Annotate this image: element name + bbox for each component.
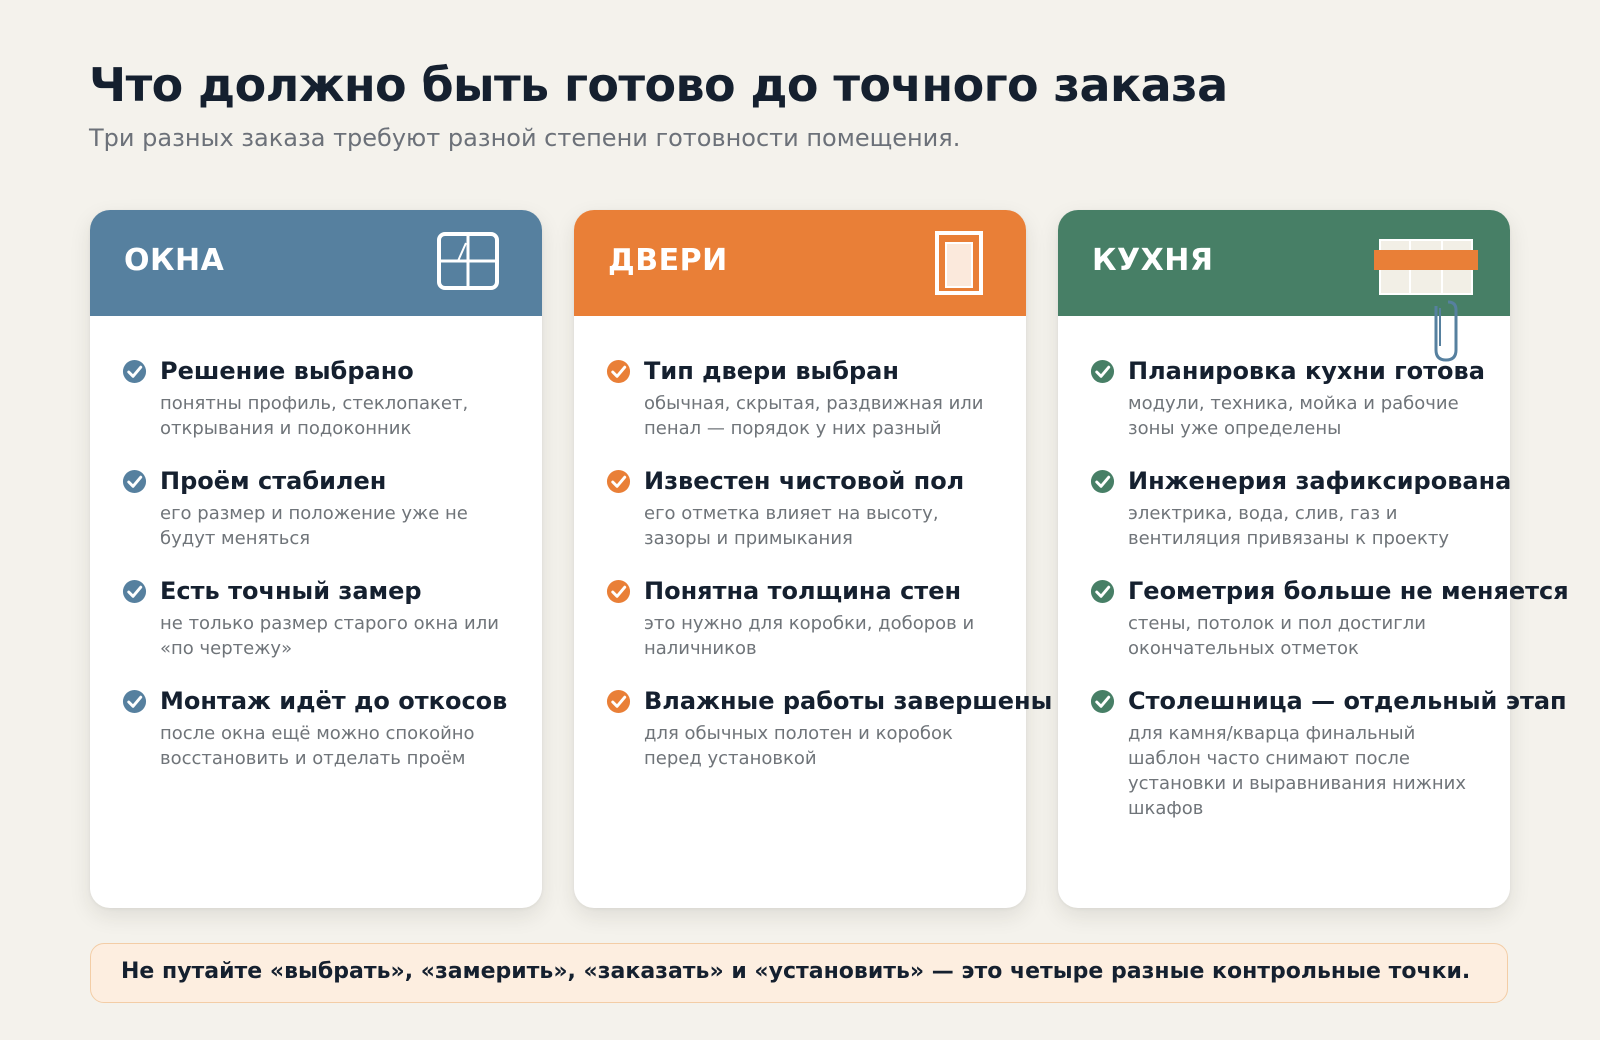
item-title: Геометрия больше не меняется [1128, 577, 1569, 605]
item-title: Влажные работы завершены [644, 687, 1053, 715]
card-doors [574, 210, 1053, 908]
item-title: Решение выбрано [160, 357, 414, 385]
item-description: это нужно для коробки, доборов и наличников [644, 613, 975, 659]
checklist-item [606, 466, 1016, 576]
check-icon [1090, 469, 1115, 494]
checklist-item [1090, 576, 1569, 686]
check-icon [1090, 689, 1115, 714]
item-description: не только размер старого окна или «по чертежу» [160, 613, 499, 659]
door-icon [934, 230, 984, 296]
card-windows-items [122, 356, 532, 796]
card-doors-items [606, 356, 1053, 796]
card-windows [90, 210, 542, 908]
check-icon [606, 359, 631, 384]
item-title: Инженерия зафиксирована [1128, 467, 1512, 495]
item-title: Планировка кухни готова [1128, 357, 1485, 385]
checklist-item [606, 576, 1016, 686]
item-title: Тип двери выбран [644, 357, 899, 385]
card-kitchen [1058, 210, 1569, 908]
check-icon [1090, 579, 1115, 604]
checklist-item [606, 356, 1016, 466]
item-description: обычная, скрытая, раздвижная или пенал — порядок у них разный [644, 393, 984, 439]
check-icon [122, 359, 147, 384]
item-title: Понятна толщина стен [644, 577, 962, 605]
checklist-item [606, 686, 1053, 796]
card-windows-title: ОКНА [124, 243, 225, 278]
item-description: после окна ещё можно спокойно восстановить и отделать проём [160, 723, 475, 769]
warning-note [90, 943, 1508, 1003]
checklist-item [122, 576, 532, 686]
warning-note-text: Не путайте «выбрать», «замерить», «заказать» и «установить» — это четыре разные контрольные точки. [121, 959, 1471, 984]
window-icon [436, 231, 500, 291]
item-description: понятны профиль, стеклопакет, открывания и подоконник [160, 393, 469, 439]
checklist-item [122, 356, 532, 466]
item-description: электрика, вода, слив, газ и вентиляция привязаны к проекту [1128, 503, 1449, 549]
item-title: Есть точный замер [160, 577, 422, 605]
item-description: его размер и положение уже не будут меняться [160, 503, 468, 549]
card-kitchen-items [1090, 356, 1569, 819]
item-description: для камня/кварца финальный шаблон часто снимают после установки и выравнивания нижних шкафов [1128, 723, 1466, 819]
checklist-item [1090, 466, 1512, 576]
check-icon [606, 689, 631, 714]
card-windows-header [90, 210, 542, 316]
check-icon [1090, 359, 1115, 384]
item-title: Столешница — отдельный этап [1128, 687, 1567, 715]
check-icon [122, 469, 147, 494]
checklist-item [122, 686, 532, 796]
check-icon [122, 579, 147, 604]
check-icon [606, 579, 631, 604]
item-description: его отметка влияет на высоту, зазоры и примыкания [644, 503, 939, 549]
card-doors-header [574, 210, 1026, 316]
item-description: модули, техника, мойка и рабочие зоны уже определены [1128, 393, 1459, 439]
card-kitchen-title: КУХНЯ [1092, 243, 1214, 278]
check-icon [606, 469, 631, 494]
checklist-item [1090, 686, 1567, 819]
item-title: Монтаж идёт до откосов [160, 687, 508, 715]
page-subtitle: Три разных заказа требуют разной степени готовности помещения. [89, 124, 961, 152]
checklist-item [122, 466, 532, 576]
item-title: Проём стабилен [160, 467, 387, 495]
item-description: стены, потолок и пол достигли окончательных отметок [1128, 613, 1426, 659]
check-icon [122, 689, 147, 714]
card-doors-title: ДВЕРИ [608, 243, 728, 278]
checklist-item [1090, 356, 1500, 466]
page-title: Что должно быть готово до точного заказа [89, 58, 1228, 112]
item-title: Известен чистовой пол [644, 467, 965, 495]
kitchen-cabinet-icon [1374, 238, 1478, 370]
item-description: для обычных полотен и коробок перед установкой [644, 723, 953, 769]
